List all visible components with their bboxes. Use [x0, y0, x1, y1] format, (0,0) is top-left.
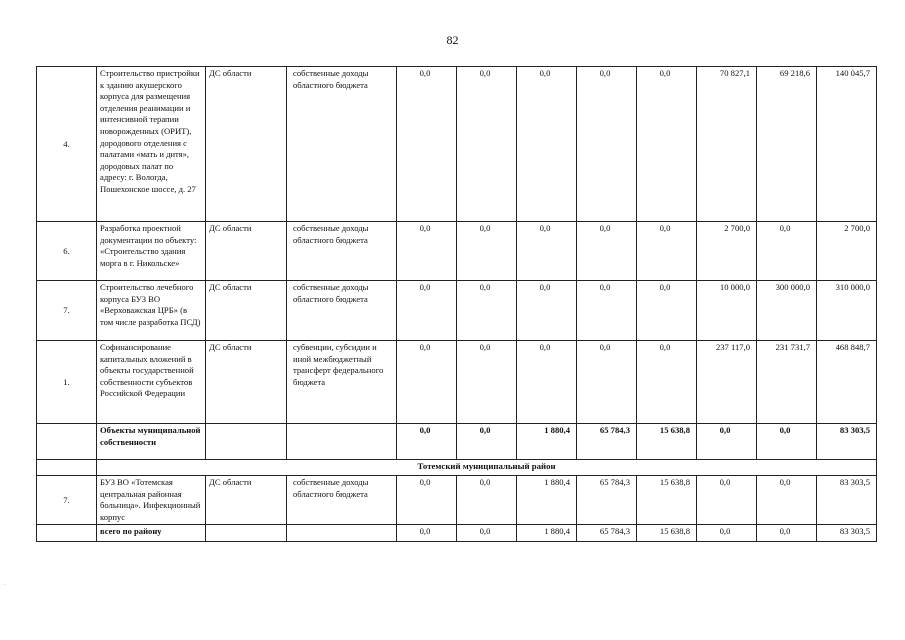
- value-cell: 65 784,3: [577, 424, 637, 460]
- object-name: Строительство лечебного корпуса БУЗ ВО «Верховажская ЦРБ» (в том числе разработка ПСД): [97, 281, 206, 341]
- row-number: 6.: [37, 222, 97, 281]
- total-label: всего по району: [97, 525, 206, 542]
- row-number: 1.: [37, 341, 97, 424]
- value-cell: 231 731,7: [757, 341, 817, 424]
- value-cell: 140 045,7: [817, 67, 877, 222]
- value-cell: 0,0: [577, 222, 637, 281]
- customer: ДС области: [206, 341, 287, 424]
- subtotal-label: Объекты муниципальной собственности: [97, 424, 206, 460]
- value-cell: 0,0: [637, 222, 697, 281]
- value-cell: 65 784,3: [577, 525, 637, 542]
- table-row: [37, 476, 877, 525]
- budget-table: [36, 66, 877, 542]
- value-cell: 0,0: [577, 67, 637, 222]
- value-cell: 237 117,0: [697, 341, 757, 424]
- value-cell: 0,0: [757, 525, 817, 542]
- value-cell: 0,0: [517, 281, 577, 341]
- value-cell: 0,0: [517, 67, 577, 222]
- section-title: Тотемский муниципальный район: [97, 460, 877, 476]
- value-cell: 0,0: [457, 424, 517, 460]
- value-cell: 15 638,8: [637, 476, 697, 525]
- value-cell: 0,0: [397, 222, 457, 281]
- funding-source: собственные доходы областного бюджета: [287, 476, 397, 525]
- value-cell: 1 880,4: [517, 424, 577, 460]
- value-cell: 0,0: [397, 525, 457, 542]
- table-row: [37, 281, 877, 341]
- value-cell: 0,0: [397, 281, 457, 341]
- row-number: 7.: [37, 281, 97, 341]
- value-cell: 0,0: [457, 525, 517, 542]
- value-cell: 0,0: [697, 424, 757, 460]
- funding-source: собственные доходы областного бюджета: [287, 281, 397, 341]
- value-cell: 0,0: [757, 222, 817, 281]
- value-cell: 0,0: [637, 341, 697, 424]
- value-cell: 0,0: [757, 424, 817, 460]
- row-number: 4.: [37, 67, 97, 222]
- funding-source: собственные доходы областного бюджета: [287, 67, 397, 222]
- value-cell: 0,0: [397, 341, 457, 424]
- value-cell: 83 303,5: [817, 424, 877, 460]
- value-cell: 65 784,3: [577, 476, 637, 525]
- value-cell: 468 848,7: [817, 341, 877, 424]
- value-cell: 0,0: [517, 341, 577, 424]
- value-cell: 0,0: [517, 222, 577, 281]
- value-cell: 2 700,0: [817, 222, 877, 281]
- funding-source: субвенции, субсидии и иной межбюджетный трансферт федерального бюджета: [287, 341, 397, 424]
- value-cell: 0,0: [697, 525, 757, 542]
- value-cell: 83 303,5: [817, 525, 877, 542]
- object-name: БУЗ ВО «Тотемская центральная районная больница». Инфекционный корпус: [97, 476, 206, 525]
- customer: ДС области: [206, 281, 287, 341]
- value-cell: 0,0: [457, 281, 517, 341]
- value-cell: 0,0: [577, 281, 637, 341]
- page-number: 82: [446, 33, 459, 47]
- value-cell: 83 303,5: [817, 476, 877, 525]
- value-cell: 300 000,0: [757, 281, 817, 341]
- value-cell: 0,0: [577, 341, 637, 424]
- value-cell: 0,0: [697, 476, 757, 525]
- value-cell: 310 000,0: [817, 281, 877, 341]
- customer: ДС области: [206, 476, 287, 525]
- value-cell: 2 700,0: [697, 222, 757, 281]
- object-name: Разработка проектной документации по объекту: «Строительство здания морга в г. Никольске»: [97, 222, 206, 281]
- value-cell: 15 638,8: [637, 424, 697, 460]
- value-cell: 10 000,0: [697, 281, 757, 341]
- table-row: [37, 67, 877, 222]
- value-cell: 0,0: [637, 281, 697, 341]
- value-cell: 0,0: [397, 476, 457, 525]
- table-row: [37, 222, 877, 281]
- value-cell: 70 827,1: [697, 67, 757, 222]
- value-cell: 0,0: [637, 67, 697, 222]
- value-cell: 0,0: [457, 67, 517, 222]
- section-row: [37, 460, 877, 476]
- object-name: Строительство пристройки к зданию акушерского корпуса для размещения отделения реанимации и интенсивной терапии новорожденных (ОРИТ), дородового отделения с палатами «мать и дитя», дородовых палат по адресу: г. Вологда, Пошехонское шоссе, д. 27: [97, 67, 206, 222]
- value-cell: 15 638,8: [637, 525, 697, 542]
- value-cell: 0,0: [457, 222, 517, 281]
- value-cell: 0,0: [457, 341, 517, 424]
- value-cell: 0,0: [397, 424, 457, 460]
- value-cell: 1 880,4: [517, 525, 577, 542]
- value-cell: 0,0: [397, 67, 457, 222]
- total-row: [37, 525, 877, 542]
- scan-mark: .: [4, 581, 6, 587]
- subtotal-row: [37, 424, 877, 460]
- funding-source: собственные доходы областного бюджета: [287, 222, 397, 281]
- value-cell: 69 218,6: [757, 67, 817, 222]
- row-number: 7.: [37, 476, 97, 525]
- value-cell: 0,0: [757, 476, 817, 525]
- value-cell: 0,0: [457, 476, 517, 525]
- customer: ДС области: [206, 67, 287, 222]
- table-row: [37, 341, 877, 424]
- value-cell: 1 880,4: [517, 476, 577, 525]
- object-name: Софинансирование капитальных вложений в объекты государственной собственности субъектов Российской Федерации: [97, 341, 206, 424]
- customer: ДС области: [206, 222, 287, 281]
